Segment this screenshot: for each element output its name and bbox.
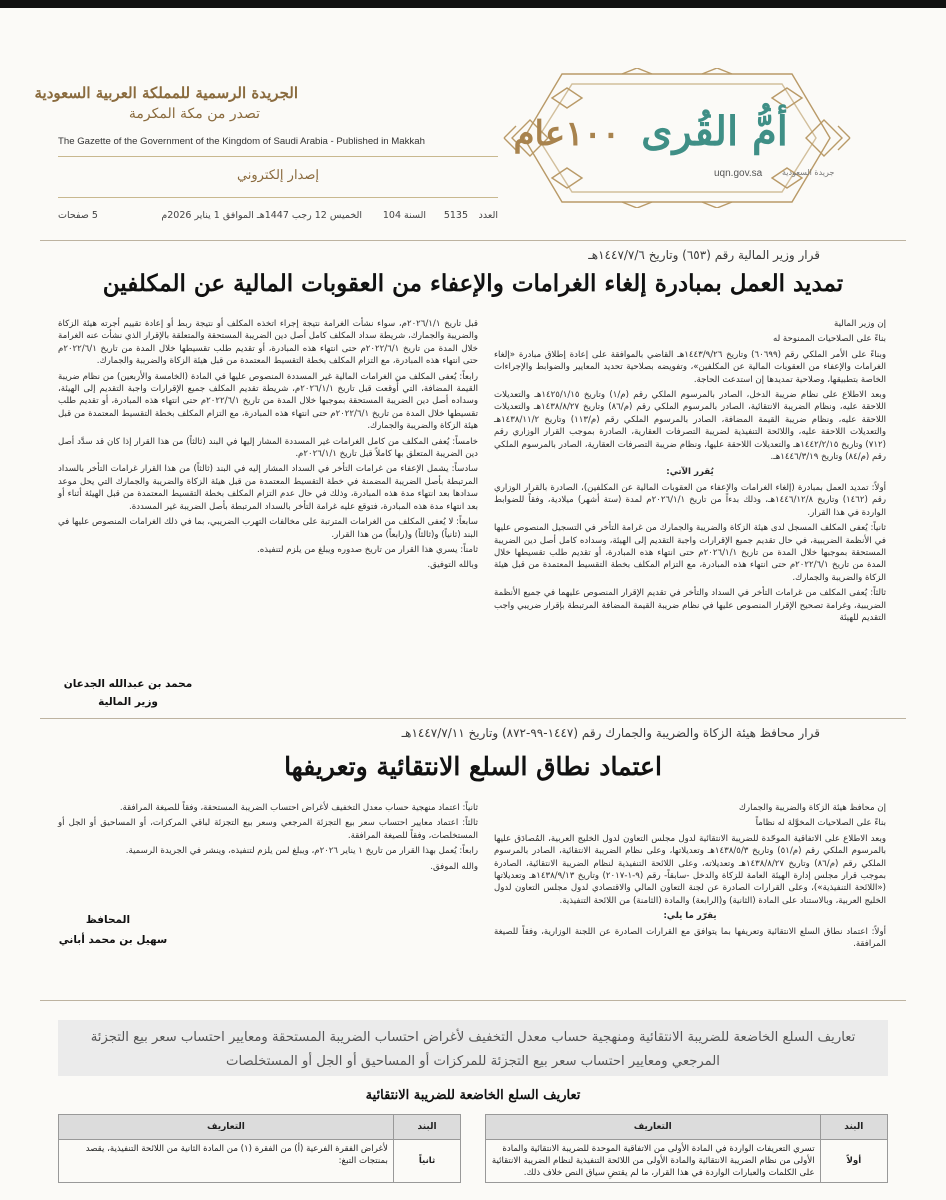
paragraph: بناءً على الصلاحيات الممنوحة له — [772, 334, 886, 345]
paragraph: ثامناً: يسري هذا القرار من تاريخ صدوره ويبلغ من يلزم لتنفيذه. — [257, 544, 478, 555]
gazette-subtitle-ar: تصدر من مكة المكرمة — [128, 106, 260, 122]
paragraph: وبعد الاطلاع على الاتفاقية الموحّدة للضريبة الانتقائية لدول مجلس التعاون لدول الخليج العربية، المُصادَق عليها بالمرسوم الملكي رقم (م/٥١) وتاريخ ١٤٣٨/٥/٣هـ وتعديلاتها، وعلى نظام الضريبة الانتقائية، الصادر بالمرسوم الملكي رقم (م/٨٦) وتاريخ ١٤٣٨/٨/٢٧هـ وتعديلاته، وعلى اللائحة التنفيذية لنظام الضريبة الانتقائية، الصادرة بموجب قرار مجلس إدارة الهيئة العامة للزكاة والدخل -سابقاً- رقم (٩-١-٢٠١٧) وتاريخ ١٤٣٨/٩/١٣هـ وتعديلاتها («اللائحة التنفيذية»)، وعلى القرارات الصادرة عن لجنة التعاون المالي والاقتصادي لدول مجلس التعاون لدول الخليج العربية، وبالاستناد على المادة (الثانية) و(الرابعة) والمادة (الثامنة) من اللائحة التنفيذية. — [494, 833, 886, 906]
decision1-subtitle: قرار وزير المالية رقم (٦٥٣) وتاريخ ١٤٤٧/٧/٦هـ — [588, 248, 820, 262]
paragraph: سادساً: يشمل الإعفاء من غرامات التأخر في السداد المشار إليه في البند (ثالثاً) من هذا القرار غرامات التأخر بالسداد المرتبطة بأصل الضريبة المضمنة في خطة التقسيط المعتمدة من قبل هيئة الزكاة والضريبة والجمارك التي يحل موعد سدادها بعد انتهاء مدة هذه المبادرة، وذلك في حال عدم التزام المكلف بخطة التقسيط المعتمدة من قبل الهيئة أثناء أو بعد انتهاء مدة هذه المبادرة، فتوقع عليه غرامة التأخر بالسداد المرتبطة بأصل الضريبة غير المسددة. — [58, 464, 478, 512]
header-divider — [40, 240, 906, 241]
paragraph: وبناءً على الأمر الملكي رقم (٦٠٦٩٩) وتاريخ ١٤٤٣/٩/٢٦هـ القاضي بالموافقة على إعادة إطلاق مبادرة «إلغاء الغرامات والإعفاء من العقوبات المالية عن المكلفين»، وتفويضه بصلاحية تحديد المعايير والضوابط والإجراءات الخاصة بتطبيقها، وصلاحية تمديدها إن استدعت الحاجة. — [494, 349, 887, 385]
edition-label: إصدار إلكتروني — [236, 168, 320, 183]
paragraph: رابعاً: يُعمل بهذا القرار من تاريخ ١ يناير ٢٠٢٦م، ويبلغ لمن يلزم لتنفيذه، وينشر في الجريدة الرسمية. — [125, 846, 478, 857]
issue-label: العدد — [478, 210, 498, 221]
paragraph: يُقرر الآتي: — [666, 467, 714, 478]
centenary-mark: ١٠٠عام — [513, 114, 620, 154]
page-count: 5 صفحات — [58, 210, 98, 221]
issue-number: 5135 — [443, 210, 468, 221]
table-header-row — [59, 1115, 888, 1140]
banner-line-1: تعاريف السلع الخاضعة للضريبة الانتقائية ومنهجية حساب معدل التخفيف لأغراض احتساب الضريبة المستحقة ومعايير احتساب سعر بيع التجزئة — [90, 1030, 856, 1045]
umm-al-qura-logo — [492, 68, 862, 208]
header-clause: البند — [393, 1115, 460, 1140]
governor-signature-role: المحافظ — [85, 914, 131, 926]
decision2-subtitle: قرار محافظ هيئة الزكاة والضريبة والجمارك رقم (١٤٤٧-٩٩-٨٧٢) وتاريخ ١٤٤٧/٧/١١هـ — [401, 726, 820, 740]
logo-subtitle: جريدة السعودية — [782, 168, 835, 177]
decision2-left-column — [58, 802, 478, 876]
paragraph: ثانياً: يُعفى المكلف المسجل لدى هيئة الزكاة والضريبة والجمارك من غرامة التأخر في التسجيل المنصوص عليها في الأنظمة الضريبية، في حال تقديم جميع الإقرارات واجبة التقديم إلى الهيئة، وسداده كامل أصل دين الضريبة المستحقة بموجبها خلال المدة من تاريخ ٢٠٢٦/١/١م حتى انتهاء هذه المبادرة، أو تقديم طلب تقسيطها خلال المدة من تاريخ ٢٠٢٢/٦/١م حتى انتهاء هذه المبادرة، مع التزام المكلف بخطة التقسيط المعتمدة من قبل هيئة الزكاة والضريبة والجمارك. — [494, 523, 887, 583]
paragraph: والله الموفق. — [430, 861, 478, 872]
paragraph: خامساً: يُعفى المكلف من كامل الغرامات غير المسددة المشار إليها في البند (ثالثاً) من هذا القرار إذا كان قد سدَّد أصل دين الضريبة المتعلق بها كاملاً قبل تاريخ ٢٠٢٦/١/١م. — [58, 436, 478, 460]
gazette-title-ar: الجريدة الرسمية للمملكة العربية السعودية — [34, 84, 298, 102]
header-definitions: التعاريف — [59, 1115, 394, 1140]
minister-signature-title: وزير المالية — [98, 696, 158, 708]
minister-signature-name: محمد بن عبدالله الجدعان — [63, 678, 193, 690]
governor-signature-name: سهيل بن محمد أباني — [58, 934, 168, 946]
issue-meta-row — [58, 206, 498, 230]
definitions-table — [58, 1114, 888, 1183]
decision1-left-column — [58, 318, 478, 575]
edition-banner — [58, 156, 498, 198]
section-divider — [40, 1000, 906, 1001]
decision2-title: اعتماد نطاق السلع الانتقائية وتعريفها — [284, 752, 662, 781]
year-label: السنة 104 — [382, 210, 426, 221]
paragraph: أولاً: تمديد العمل بمبادرة (إلغاء الغرامات والإعفاء من العقوبات المالية عن المكلفين)، الصادرة بالقرار الوزاري رقم (١٤٦٢) وتاريخ ١٤٤٦/١٢/٨هـ، وذلك بدءاً من تاريخ ٢٠٢٦/١/١م لمدة (ستة أشهر) ميلادية، وفقاً للضوابط الواردة في هذا القرار. — [494, 482, 887, 518]
paragraph: ثالثاً: يُعفى المكلف من غرامات التأخر في السداد والتأخر في تقديم الإقرار المنصوص عليهما في جميع الأنظمة الضريبية، وغرامة تصحيح الإقرار المنصوص عليها في نظام ضريبة القيمة المضافة المرتبطة بإقرار ضريبي واجب التقديم للهيئة — [494, 588, 886, 623]
paragraph: يقرّر ما يلي: — [663, 911, 717, 922]
website-label: uqn.gov.sa — [714, 168, 763, 179]
umm-al-qura-wordmark: أمُّ القُرى — [641, 108, 788, 155]
table-title: تعاريف السلع الخاضعة للضريبة الانتقائية — [365, 1088, 581, 1103]
decision1-title: تمديد العمل بمبادرة إلغاء الغرامات والإعفاء من العقوبات المالية عن المكلفين — [102, 270, 844, 297]
paragraph: بناءً على الصلاحيات المخوَّلة له نظاماً — [755, 818, 886, 829]
gazette-title-en: The Gazette of the Government of the Kingdom of Saudi Arabia - Published in Makkah — [58, 136, 425, 147]
decision2-right-column — [494, 802, 886, 953]
paragraph: ثانياً: اعتماد منهجية حساب معدل التخفيف لأغراض احتساب الضريبة المستحقة، وفقاً للصيغة المرافقة. — [119, 803, 478, 813]
header-definitions: التعاريف — [485, 1115, 820, 1140]
definition-cell: تسري التعريفات الواردة في المادة الأولى من الاتفاقية الموحدة للضريبة الانتقائية والمادة الأولى من نظام الضريبة الانتقائية والمادة الأولى من اللائحة التنفيذية لنظام الضريبة الانتقائية على الكلمات والعبارات الواردة في هذا القرار، ما لم يقتضِ سياق النص خلاف ذلك. — [485, 1140, 820, 1183]
paragraph: وبعد الاطلاع على نظام ضريبة الدخل، الصادر بالمرسوم الملكي رقم (م/١) وتاريخ ١٤٢٥/١/١٥هـ والتعديلات اللاحقة عليه، ونظام الضريبة الانتقائية، الصادر بالمرسوم الملكي رقم (م/٨٦) وتاريخ ١٤٣٨/٨/٢٧هـ والتعديلات اللاحقة عليه، ونظام ضريبة القيمة المضافة، الصادر بالمرسوم الملكي رقم (م/١١٣) وتاريخ ١٤٣٨/١١/٢هـ والتعديلات اللاحقة عليه، واللائحة التنفيذية لضريبة التصرفات العقارية، الصادرة بموجب القرار الوزاري رقم (٧١٢) وتاريخ ١٤٤٢/٢/١٥هـ والتعديلات اللاحقة عليها، ونظام ضريبة التصرفات العقارية، الصادر بالمرسوم الملكي رقم (م/٨٤) وتاريخ ١٤٤٦/٣/١٩هـ. — [494, 390, 886, 463]
decision1-right-column — [494, 318, 886, 627]
paragraph: إن وزير المالية — [833, 319, 886, 329]
banner-line-2: المرجعي ومعايير احتساب سعر بيع التجزئة للمركزات أو المساحيق أو الجل أو المستخلصات — [226, 1054, 720, 1069]
clause-cell: أولاً — [820, 1140, 887, 1183]
paragraph: أولاً: اعتماد نطاق السلع الانتقائية وتعريفها بما يتوافق مع القرارات الصادرة عن اللجنة الوزارية، وفقاً للصيغة المرافقة. — [494, 926, 886, 950]
decision-divider — [40, 718, 906, 719]
paragraph: إن محافظ هيئة الزكاة والضريبة والجمارك — [738, 803, 886, 813]
table-row — [59, 1140, 888, 1183]
paragraph: وبالله التوفيق. — [427, 560, 478, 571]
gazette-page — [0, 8, 946, 1200]
definitions-banner — [58, 1020, 888, 1076]
paragraph: قبل تاريخ ٢٠٢٦/١/١م، سواء نشأت الغرامة نتيجة إجراء اتخذه المكلف أو نتيجة ربط أو إعادة تقييم أجرته هيئة الزكاة والضريبة والجمارك، شريطة سداد المكلف كامل أصل دين الضريبة المستحقة والمتعلقة بالإقرار الذي نشأت عنه الغرامة خلال المدة من تاريخ ٢٠٢٢/٦/١م حتى انتهاء هذه المبادرة، أو تقديم طلب تقسيطها خلال المدة من تاريخ ٢٠٢٢/٦/١م حتى انتهاء هذه المبادرة، مع التزام المكلف بخطة التقسيط المعتمدة من قبل هيئة الزكاة والضريبة والجمارك. — [58, 319, 478, 367]
paragraph: رابعاً: يُعفى المكلف من الغرامات المالية غير المسددة المنصوص عليها في المادة (الخامسة والأربعين) من نظام ضريبة القيمة المضافة، التي أُوقعت قبل تاريخ ٢٠٢٦/١/١م، شريطة تقديم المكلف جميع الإقرارات واجبة التقديم إلى الهيئة، وسداده أصل دين الضريبة المستحقة بموجبها خلال المدة من تاريخ ٢٠٢٢/٦/١م حتى انتهاء هذه المبادرة، أو تقديم طلب تقسيطها خلال المدة من تاريخ ٢٠٢٢/٦/١م حتى انتهاء هذه المبادرة، مع التزام المكلف بخطة التقسيط المعتمدة من قبل هيئة الزكاة والضريبة والجمارك. — [58, 371, 479, 432]
header-clause: البند — [820, 1115, 887, 1140]
issue-date: الخميس 12 رجب 1447هـ الموافق 1 يناير 2026م — [161, 210, 362, 221]
paragraph: ثالثاً: اعتماد معايير احتساب سعر بيع التجزئة المرجعي وسعر بيع التجزئة لباقي المركزات، أو المساحيق أو الجل أو المستخلصات، وفقاً للصيغة المرافقة. — [58, 818, 478, 841]
clause-cell: ثانياً — [393, 1140, 460, 1183]
definition-cell: لأغراض الفقرة الفرعية (أ) من الفقرة (١) من المادة الثانية من اللائحة التنفيذية، يقصد بمنتجات التبغ: — [59, 1140, 394, 1183]
top-edge-bar — [0, 0, 946, 8]
paragraph: سابعاً: لا يُعفى المكلف من الغرامات المترتبة على مخالفات التهرب الضريبي، بما في ذلك الغرامات المنصوص عليها في البند (ثانياً) و(ثالثاً) و(رابعاً) من هذا القرار. — [58, 517, 478, 540]
